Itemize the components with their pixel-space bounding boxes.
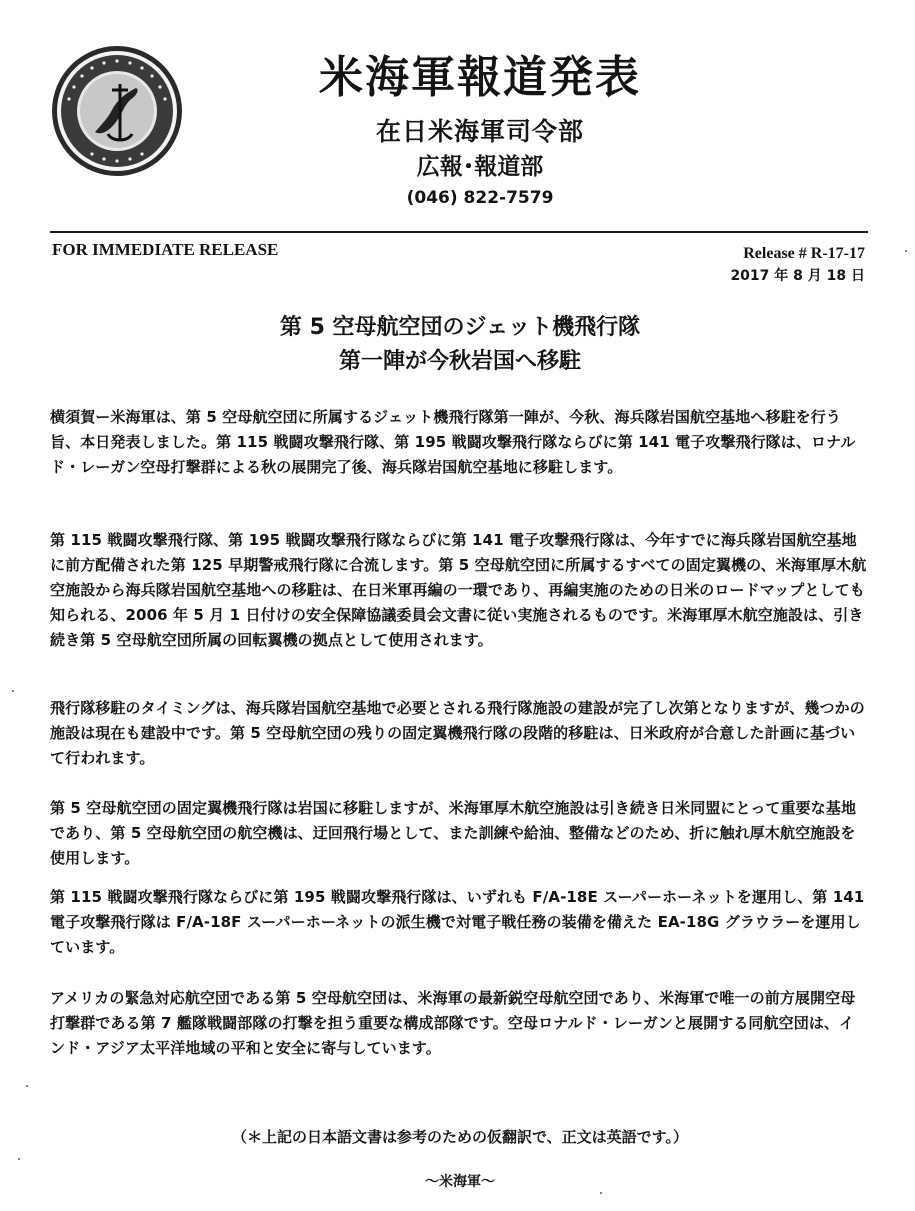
- scan-speck: [26, 1085, 28, 1087]
- page-title: 米海軍報道発表: [319, 52, 641, 103]
- scan-speck: [905, 250, 907, 252]
- scan-speck: [18, 1158, 20, 1160]
- release-label: FOR IMMEDIATE RELEASE: [52, 240, 279, 259]
- header-divider: [50, 231, 868, 233]
- body-paragraph: 横須賀ー米海軍は、第 5 空母航空団に所属するジェット機飛行隊第一陣が、今秋、海兵隊岩国航空基地へ移駐を行う旨、本日発表しました。第 115 戦闘攻撃飛行隊、第 195 戦闘攻撃飛行隊ならびに第 141 電子攻撃飛行隊は、ロナルド・レーガン空母打撃群による秋の展開完了後、海兵隊岩国航空基地に移駐します。: [50, 408, 856, 476]
- phone-number: (046) 822-7579: [406, 188, 554, 208]
- body-paragraph: アメリカの緊急対応航空団である第 5 空母航空団は、米海軍の最新鋭空母航空団であり、米海軍で唯一の前方展開空母打撃群である第 7 艦隊戦闘部隊の打撃を担う重要な構成部隊です。空母ロナルド・レーガンと展開する同航空団は、インド・アジア太平洋地域の平和と安全に寄与しています。: [50, 989, 856, 1057]
- translation-note: （＊上記の日本語文書は参考のための仮翻訳で、正文は英語です。）: [231, 1128, 688, 1146]
- scan-speck: [12, 690, 14, 692]
- department-name: 広報･報道部: [416, 154, 544, 180]
- body-paragraph: 第 115 戦闘攻撃飛行隊ならびに第 195 戦闘攻撃飛行隊は、いずれも F/A-18E スーパーホーネットを運用し、第 141 電子攻撃飛行隊は F/A-18F スーパーホーネットの派生機で対電子戦任務の装備を備えた EA-18G グラウラーを運用しています。: [50, 888, 865, 956]
- closing-mark: ～米海軍～: [425, 1174, 495, 1190]
- headline-line-1: 第 5 空母航空団のジェット機飛行隊: [279, 315, 641, 340]
- us-naval-forces-japan-seal-icon: [50, 44, 184, 178]
- release-number: Release # R-17-17: [743, 245, 865, 262]
- body-paragraph: 飛行隊移駐のタイミングは、海兵隊岩国航空基地で必要とされる飛行隊施設の建設が完了し次第となりますが、幾つかの施設は現在も建設中です。第 5 空母航空団の残りの固定翼機飛行隊の段階的移駐は、日米政府が合意した計画に基づいて行われます。: [50, 699, 865, 767]
- release-date: 2017 年 8 月 18 日: [730, 268, 865, 284]
- body-paragraph: 第 5 空母航空団の固定翼機飛行隊は岩国に移駐しますが、米海軍厚木航空施設は引き続き日米同盟にとって重要な基地であり、第 5 空母航空団の航空機は、迂回飛行場として、また訓練や給油、整備などのため、折に触れ厚木航空施設を使用します。: [50, 799, 857, 867]
- headline-line-2: 第一陣が今秋岩国へ移駐: [338, 349, 581, 374]
- body-paragraph: 第 115 戦闘攻撃飛行隊、第 195 戦闘攻撃飛行隊ならびに第 141 電子攻撃飛行隊は、今年すでに海兵隊岩国航空基地に前方配備された第 125 早期警戒飛行隊に合流します。第 5 空母航空団に所属するすべての固定翼機の、米海軍厚木航空施設から海兵隊岩国航空基地への移駐は、在日米軍再編の一環であり、再編実施のための日米のロードマップとしても知られる、2006 年 5 月 1 日付けの安全保障協議委員会文書に従い実施されるものです。米海軍厚木航空施設は、引き続き第 5 空母航空団所属の回転翼機の拠点として使用されます。: [50, 531, 867, 649]
- scan-speck: [600, 1192, 602, 1194]
- organization-name: 在日米海軍司令部: [375, 117, 584, 146]
